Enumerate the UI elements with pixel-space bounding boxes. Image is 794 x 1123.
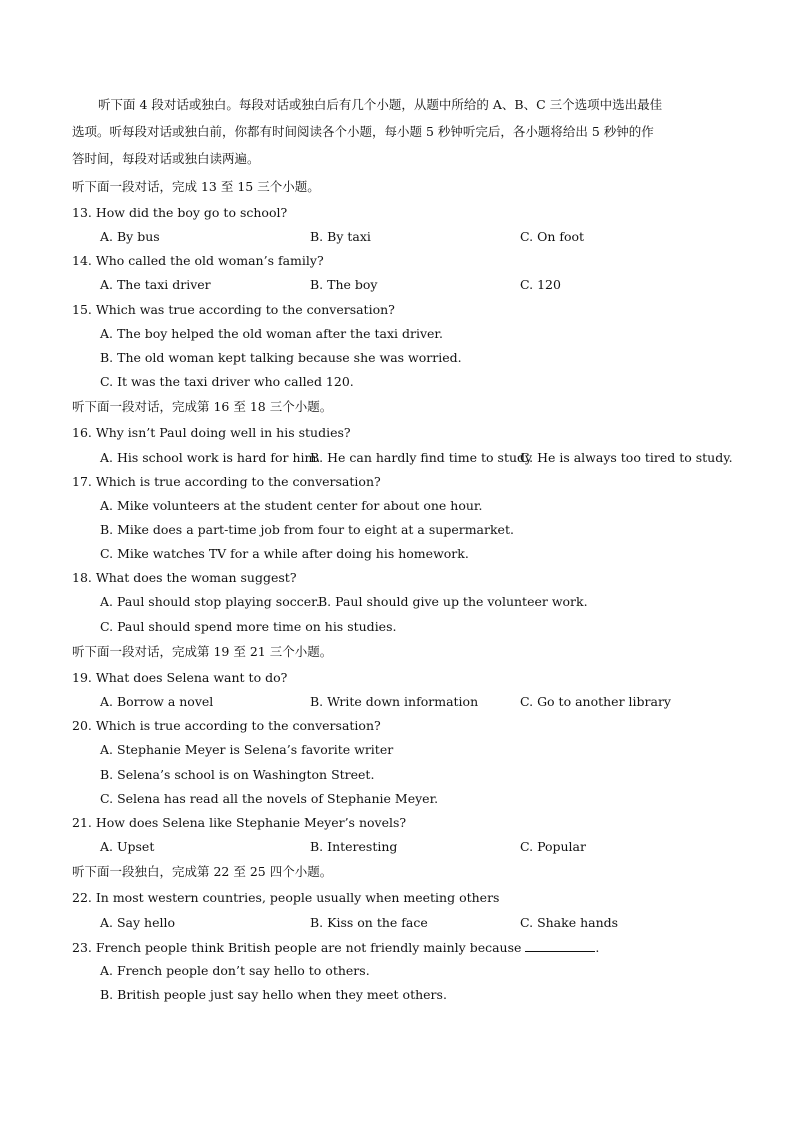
option-22-b: B. Kiss on the face xyxy=(310,915,428,930)
option-23-a: A. French people don’t say hello to others. xyxy=(100,963,370,978)
section-heading-1: 听下面一段对话，完成 13 至 15 三个小题。 xyxy=(72,179,320,194)
section-heading-4: 听下面一段独白，完成第 22 至 25 四个小题。 xyxy=(72,864,333,879)
instructions-line-3: 答时间，每段对话或独白读两遍。 xyxy=(72,151,260,166)
option-20-b: B. Selena’s school is on Washington Street. xyxy=(100,767,375,782)
option-16-b: B. He can hardly find time to study xyxy=(310,450,533,465)
option-21-a: A. Upset xyxy=(100,839,155,854)
question-15: 15. Which was true according to the conversation? xyxy=(72,302,395,317)
option-14-a: A. The taxi driver xyxy=(100,277,211,292)
question-19: 19. What does Selena want to do? xyxy=(72,670,288,685)
question-17: 17. Which is true according to the conversation? xyxy=(72,474,381,489)
option-16-a: A. His school work is hard for him. xyxy=(100,450,321,465)
question-18: 18. What does the woman suggest? xyxy=(72,570,297,585)
option-21-b: B. Interesting xyxy=(310,839,398,854)
question-13: 13. How did the boy go to school? xyxy=(72,205,288,220)
option-19-b: B. Write down information xyxy=(310,694,479,709)
option-19-a: A. Borrow a novel xyxy=(100,694,214,709)
option-13-a: A. By bus xyxy=(100,229,160,244)
option-14-b: B. The boy xyxy=(310,277,378,292)
question-22: 22. In most western countries, people usually when meeting others xyxy=(72,890,500,905)
option-13-b: B. By taxi xyxy=(310,229,371,244)
question-16: 16. Why isn’t Paul doing well in his studies? xyxy=(72,425,351,440)
question-23-period: . xyxy=(595,940,600,955)
option-19-c: C. Go to another library xyxy=(520,694,671,709)
option-15-b: B. The old woman kept talking because she was worried. xyxy=(100,350,462,365)
question-20: 20. Which is true according to the conversation? xyxy=(72,718,381,733)
option-18-a: A. Paul should stop playing soccer. xyxy=(100,594,320,609)
question-23-stem: 23. French people think British people are not friendly mainly because xyxy=(72,940,522,955)
option-16-c: C. He is always too tired to study. xyxy=(520,450,733,465)
instructions-line-2: 选项。听每段对话或独白前，你都有时间阅读各个小题，每小题 5 秒钟听完后，各小题将给出 5 秒钟的作 xyxy=(72,124,654,139)
question-23 xyxy=(72,939,599,956)
section-heading-3: 听下面一段对话，完成第 19 至 21 三个小题。 xyxy=(72,644,333,659)
option-22-a: A. Say hello xyxy=(100,915,175,930)
instructions-line-1: 听下面 4 段对话或独白。每段对话或独白后有几个小题，从题中所给的 A、B、C 三个选项中选出最佳 xyxy=(98,97,663,112)
option-14-c: C. 120 xyxy=(520,277,561,292)
option-17-b: B. Mike does a part-time job from four to eight at a supermarket. xyxy=(100,522,514,537)
option-17-a: A. Mike volunteers at the student center for about one hour. xyxy=(100,498,483,513)
option-15-c: C. It was the taxi driver who called 120. xyxy=(100,374,354,389)
question-21: 21. How does Selena like Stephanie Meyer’s novels? xyxy=(72,815,407,830)
option-20-c: C. Selena has read all the novels of Stephanie Meyer. xyxy=(100,791,439,806)
option-23-b: B. British people just say hello when they meet others. xyxy=(100,987,447,1002)
section-heading-2: 听下面一段对话，完成第 16 至 18 三个小题。 xyxy=(72,399,333,414)
option-15-a: A. The boy helped the old woman after the taxi driver. xyxy=(100,326,444,341)
option-22-c: C. Shake hands xyxy=(520,915,619,930)
question-14: 14. Who called the old woman’s family? xyxy=(72,253,324,268)
option-18-c: C. Paul should spend more time on his studies. xyxy=(100,619,397,634)
option-13-c: C. On foot xyxy=(520,229,585,244)
option-20-a: A. Stephanie Meyer is Selena’s favorite writer xyxy=(100,742,394,757)
option-18-b: B. Paul should give up the volunteer work. xyxy=(318,594,588,609)
answer-blank xyxy=(525,939,595,952)
option-21-c: C. Popular xyxy=(520,839,586,854)
option-17-c: C. Mike watches TV for a while after doing his homework. xyxy=(100,546,469,561)
